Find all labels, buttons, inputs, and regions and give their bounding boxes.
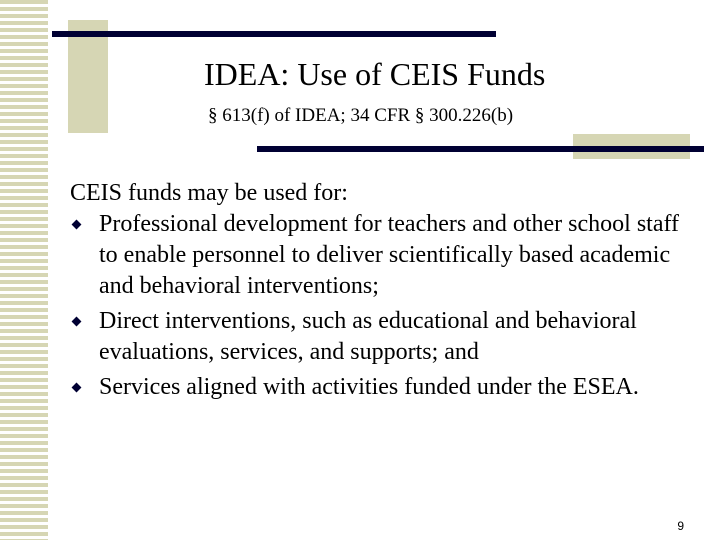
- bullet-list: [70, 209, 680, 403]
- page-number: 9: [677, 519, 684, 533]
- bullet-text: Professional development for teachers and other school staff to enable personnel to deliver scientifically based academic and behavioral interventions;: [99, 211, 680, 299]
- slide-body: [70, 178, 680, 407]
- bullet-text: Services aligned with activities funded under the ESEA.: [99, 374, 639, 400]
- bullet-text: Direct interventions, such as educational and behavioral evaluations, services, and supports; and: [99, 308, 637, 365]
- slide-title: IDEA: Use of CEIS Funds: [204, 56, 546, 92]
- lead-text: CEIS funds may be used for:: [70, 180, 348, 206]
- title-bar-top: [52, 31, 496, 37]
- diamond-bullet-icon: [72, 383, 82, 393]
- bullet-item: [70, 209, 680, 302]
- diamond-bullet-icon: [72, 220, 82, 230]
- title-bar-bottom: [257, 146, 704, 152]
- decorative-stripes: [0, 0, 48, 540]
- diamond-bullet-icon: [72, 317, 82, 327]
- slide-subtitle: § 613(f) of IDEA; 34 CFR § 300.226(b): [208, 105, 514, 126]
- bullet-item: [70, 372, 680, 403]
- bullet-item: [70, 306, 680, 368]
